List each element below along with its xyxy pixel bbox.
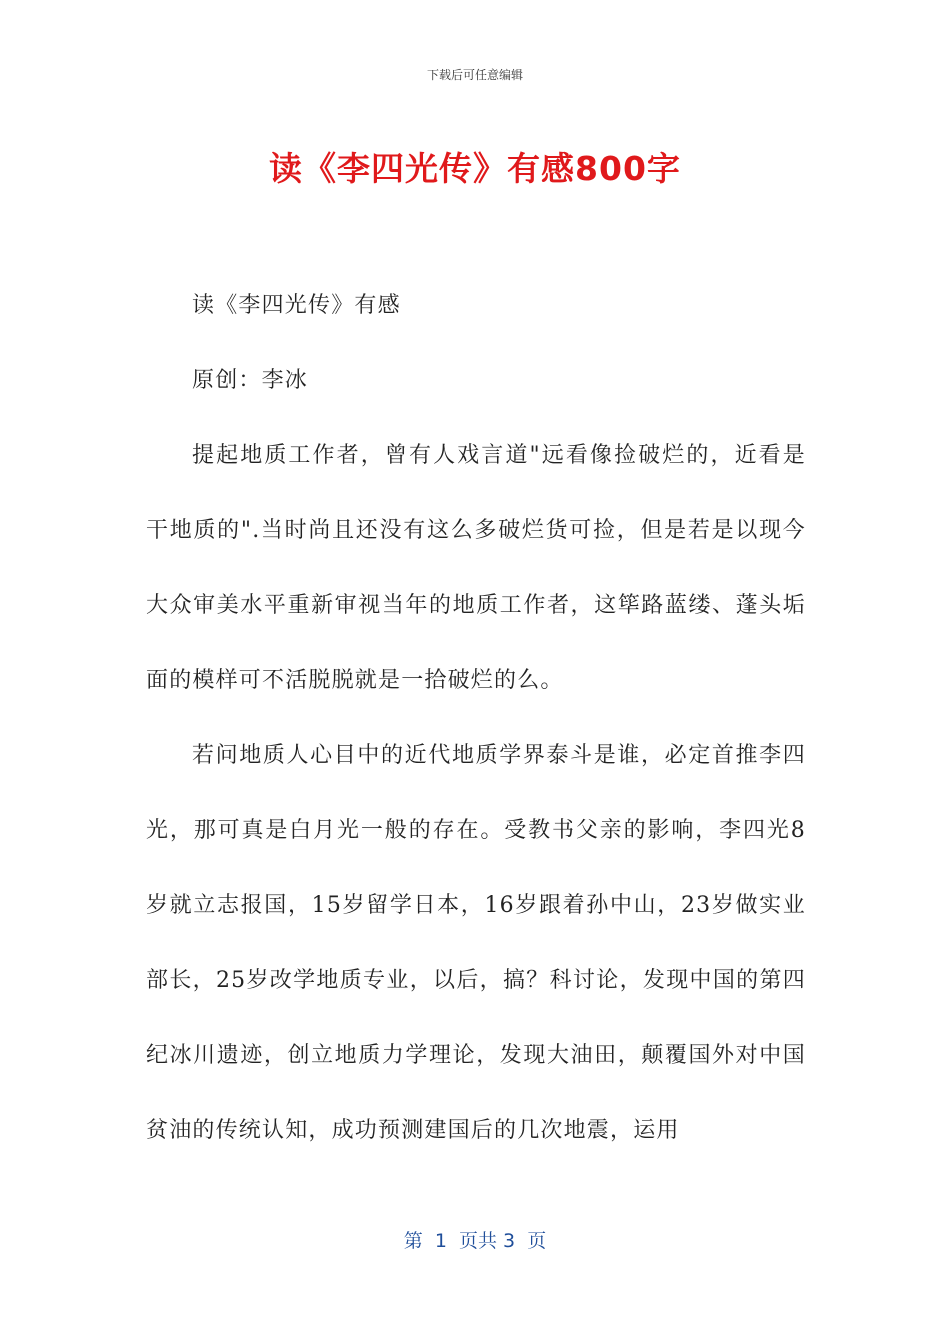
paragraph-subtitle: 读《李四光传》有感 <box>192 293 401 318</box>
paragraph-body-2: 若问地质人心目中的近代地质学界泰斗是谁，必定首推李四光，那可真是白月光一般的存在。受教书父亲的影响，李四光8岁就立志报国，15岁留学日本，16岁跟着孙中山，23岁做实业部长，25岁改学地质专业，以后，搞？科讨论，发现中国的第四纪冰川遗迹，创立地质力学理论，发现大油田，颠覆国外对中国贫油的传统认知，成功预测建国后的几次地震，运用 <box>146 743 806 1143</box>
document-title: 读《李四光传》有感800字 <box>269 149 681 188</box>
header-note: 下载后可任意编辑 <box>426 68 523 82</box>
document-body <box>146 268 806 1168</box>
page-footer: 第 1 页共 3 页 <box>403 1230 547 1252</box>
paragraph-body-1: 提起地质工作者，曾有人戏言道"远看像捡破烂的，近看是干地质的".当时尚且还没有这么多破烂货可捡，但是若是以现今大众审美水平重新审视当年的地质工作者，这筚路蓝缕、蓬头垢面的模样可不活脱脱就是一拾破烂的么。 <box>146 443 806 693</box>
paragraph-author: 原创：李冰 <box>192 368 309 393</box>
